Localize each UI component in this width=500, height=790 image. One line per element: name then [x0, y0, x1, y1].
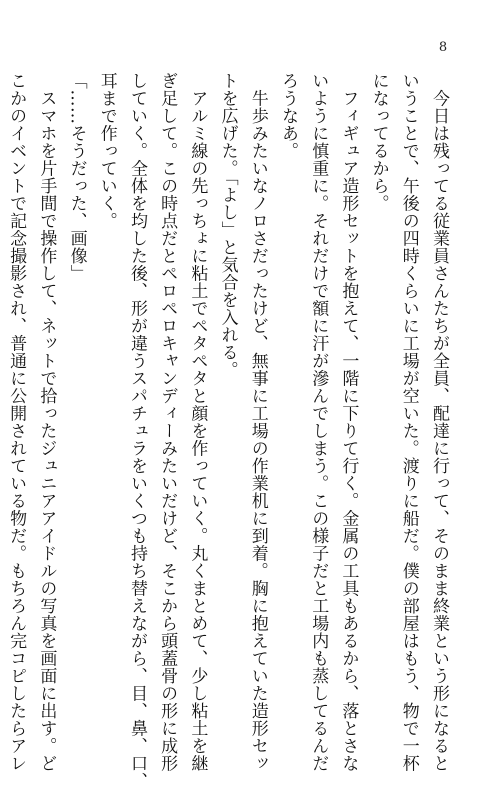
text-line: 今日は残ってる従業員さんたちが全員、配達に行って、そのまま終業という形になると: [429, 72, 449, 772]
body-text: [0, 72, 454, 790]
text-line: 耳まで作っていく。: [96, 72, 117, 230]
text-line: 「……そうだった、画像」: [66, 72, 87, 282]
text-line: アルミ線の先っちょに粘土でペタペタと顔を作っていく。丸くまとめて、少し粘土を継: [187, 72, 208, 772]
text-line: ぎ足して。この時点だとペロペロキャンディーみたいだけど、そこから頭蓋骨の形に成形: [157, 72, 178, 772]
page-number: 8: [438, 40, 448, 55]
text-line: していく。全体を均した後、形が違うスパチュラをいくつも持ち替えながら、目、鼻、口、: [126, 72, 147, 790]
text-line: いように慎重に。それだけで額に汗が滲んでしまう。この様子だと工場内も蒸してるんだ: [308, 72, 329, 772]
text-line: スマホを片手間で操作して、ネットで拾ったジュニアアイドルの写真を画面に出す。ど: [36, 72, 57, 772]
text-line: 牛歩みたいなノロさだったけど、無事に工場の作業机に到着。胸に抱えていた造形セッ: [247, 72, 268, 772]
text-line: ろうなあ。: [277, 72, 298, 160]
text-line: フィギュア造形セットを抱えて、一階に下りて行く。金属の工具もあるから、落とさな: [338, 72, 359, 772]
text-line: トを広げた。「よし」と気合を入れる。: [217, 72, 238, 379]
text-line: になってるから。: [368, 72, 389, 212]
text-line: いうことで、午後の四時くらいに工場が空いた。渡りに船だ。僕の部屋はもう、物で一杯: [398, 72, 419, 772]
text-line: こかのイベントで記念撮影され、普通に公開されている物だ。もちろん完コピしたらアレ: [6, 72, 27, 772]
